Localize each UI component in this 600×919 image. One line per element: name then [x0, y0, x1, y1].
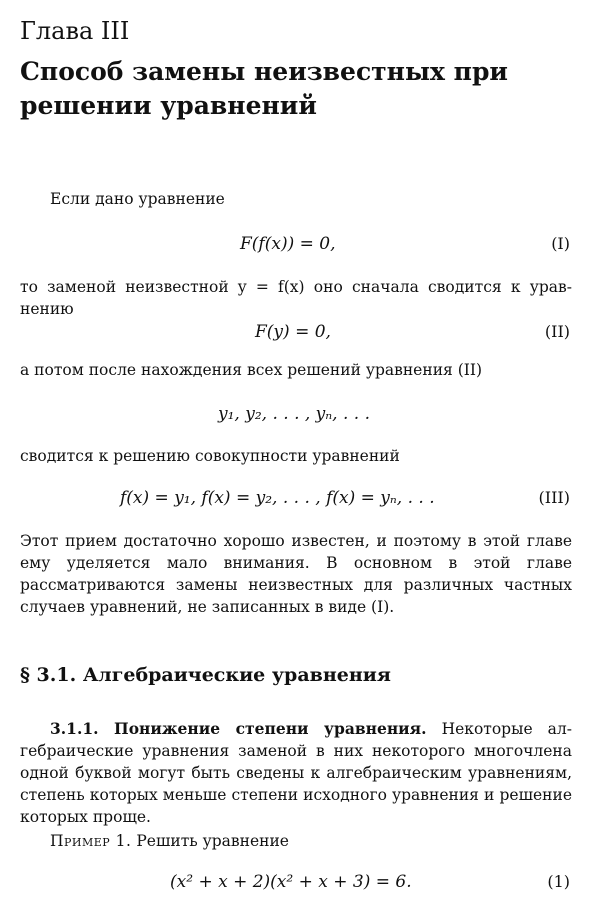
chapter-title: Способ замены неизвестных при решении уравнений [20, 57, 508, 120]
chapter-label: Глава III [20, 17, 130, 45]
equation-2-number: (II) [544, 322, 570, 341]
intro-paragraph-5: Этот прием достаточно хорошо известен, и поэтому в этой главе ему уделяется мало внимания. В основном в этой главе рассматриваются замены неизвестных для различных частных случаев уравнений, не записанных в виде (I). [20, 532, 572, 616]
intro-paragraph-4: сводится к решению совокупности уравнений [20, 447, 400, 465]
section-heading: § 3.1. Алгебраические уравнения [20, 664, 391, 686]
intro-paragraph-1: Если дано уравнение [50, 190, 225, 208]
example-line [20, 830, 572, 852]
equation-5-number: (1) [547, 872, 570, 891]
equation-3: y₁, y₂, . . . , yₙ, . . . [218, 404, 371, 424]
equation-5: (x² + x + 2)(x² + x + 3) = 6. [170, 872, 412, 892]
subsection-paragraph [20, 718, 572, 828]
equation-1: F(f(x)) = 0, [240, 234, 336, 254]
equation-4-number: (III) [538, 488, 570, 507]
equation-2: F(y) = 0, [255, 322, 331, 342]
subsection-text: Некоторые алгебраические уравнения заменой в них некоторого многочлена одной буквой могут быть сведены к алгебраическим уравнениям, степень которых меньше степени исходного уравнения и решение которых проще. [20, 720, 572, 826]
intro-paragraph-3: а потом после нахождения всех решений уравнения (II) [20, 361, 483, 379]
intro-paragraph-2: то заменой неизвестной y = f(x) оно сначала сводится к уравнению [20, 278, 572, 318]
subsection-heading: 3.1.1. Понижение степени уравнения. [50, 719, 427, 738]
equation-1-number: (I) [551, 234, 570, 253]
example-label: Пример 1. [50, 832, 132, 850]
example-text: Решить уравнение [131, 832, 289, 850]
equation-4: f(x) = y₁, f(x) = y₂, . . . , f(x) = yₙ, . . . [120, 488, 435, 508]
